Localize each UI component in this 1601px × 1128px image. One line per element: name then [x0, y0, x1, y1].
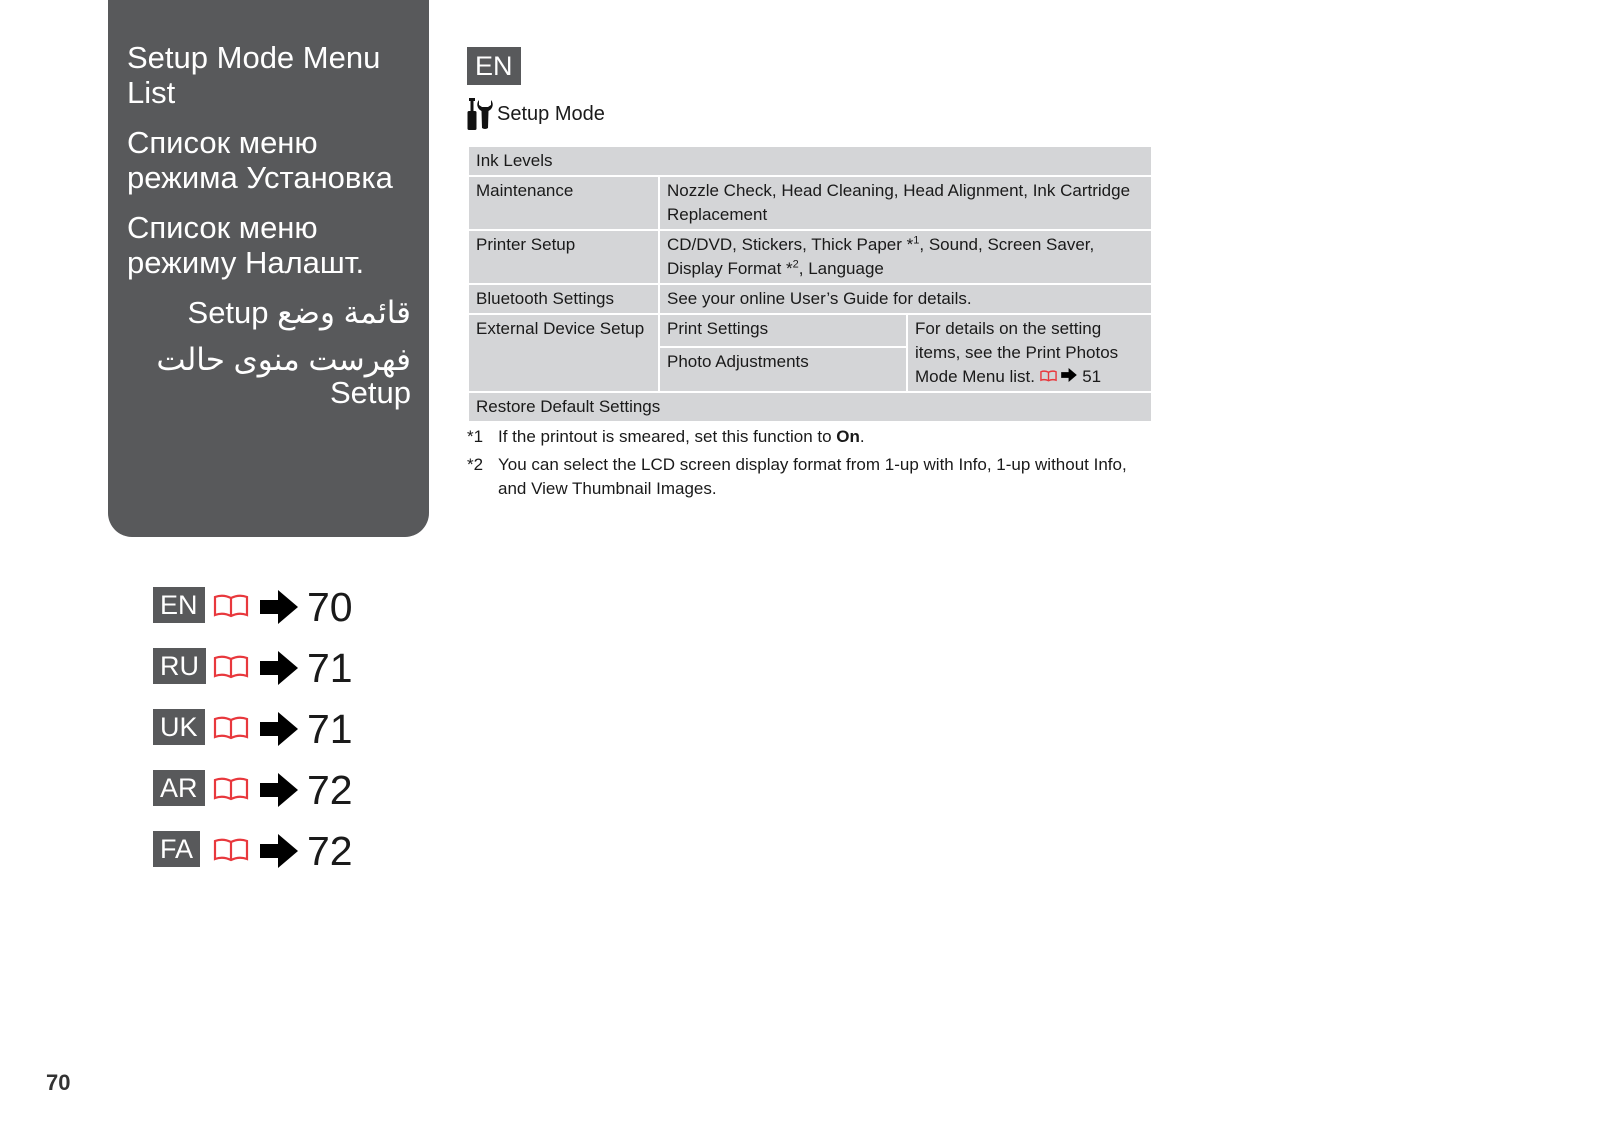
arrow-right-icon	[1061, 368, 1077, 382]
book-icon	[213, 655, 249, 679]
printer-items-c: , Language	[798, 259, 884, 278]
title-fa-text: فهرست منوی حالت	[156, 342, 411, 377]
arrow-right-icon	[260, 590, 298, 624]
maintenance-items-cell: Nozzle Check, Head Cleaning, Head Alignment, Ink Cartridge Replacement	[659, 176, 1152, 230]
title-ar-latin: Setup	[187, 295, 269, 330]
lang-badge-ar: AR	[153, 770, 205, 806]
bluetooth-note-cell: See your online User’s Guide for details.	[659, 284, 1152, 314]
external-note-cell	[907, 314, 1152, 392]
printer-setup-cell: Printer Setup	[468, 230, 659, 284]
language-badge-en: EN	[467, 47, 521, 85]
page-number-fa: 72	[307, 828, 353, 874]
ink-levels-cell: Ink Levels	[468, 146, 1152, 176]
title-fa	[127, 343, 411, 409]
lang-badge-en: EN	[153, 587, 205, 623]
lang-badge-ru: RU	[153, 648, 206, 684]
book-icon	[213, 594, 249, 618]
page-number-en: 70	[307, 584, 353, 630]
footnote-mark: *2	[467, 455, 484, 474]
external-device-cell: External Device Setup	[468, 314, 659, 392]
table-row	[468, 176, 1152, 230]
lang-badge-fa: FA	[153, 831, 200, 867]
arrow-right-icon	[260, 712, 298, 746]
table-row	[468, 392, 1152, 422]
footnote-bold-value: On	[836, 427, 860, 446]
external-note-text: For details on the setting items, see the Print Photos Mode Menu list.	[915, 319, 1119, 386]
book-icon	[1040, 370, 1057, 382]
printer-setup-items-cell	[659, 230, 1152, 284]
title-ar-text: قائمة وضع	[277, 295, 411, 330]
title-panel	[108, 0, 429, 537]
printer-items-b: , Sound, Screen Saver, Display Format *	[667, 235, 1095, 278]
arrow-right-icon	[260, 651, 298, 685]
setup-mode-title: Setup Mode	[497, 102, 605, 125]
maintenance-cell: Maintenance	[468, 176, 659, 230]
page-number-ru: 71	[307, 645, 353, 691]
title-ar	[127, 295, 411, 330]
photo-adjustments-cell: Photo Adjustments	[659, 347, 907, 392]
lang-badge-uk: UK	[153, 709, 205, 745]
page-number-uk: 71	[307, 706, 353, 752]
title-ru: Список меню режима Установка	[127, 125, 393, 195]
title-uk: Список меню режиму Налашт.	[127, 210, 365, 280]
restore-defaults-cell: Restore Default Settings	[468, 392, 1152, 422]
page-folio: 70	[46, 1070, 71, 1095]
footnote-text: You can select the LCD screen display format from 1-up with Info, 1-up without Info, and View Thumbnail Images.	[498, 455, 1127, 498]
title-en: Setup Mode Menu List	[127, 40, 381, 110]
footnote-2	[467, 453, 1157, 501]
book-icon	[213, 838, 249, 862]
book-icon	[213, 777, 249, 801]
arrow-right-icon	[260, 773, 298, 807]
footnote-mark: *1	[467, 427, 484, 446]
bluetooth-cell: Bluetooth Settings	[468, 284, 659, 314]
table-row	[468, 314, 1152, 347]
footnote-ref-1: 1	[913, 234, 920, 247]
setup-mode-heading	[467, 98, 605, 130]
footnote-text: If the printout is smeared, set this function to	[498, 427, 837, 446]
table-row	[468, 230, 1152, 284]
table-row	[468, 284, 1152, 314]
wrench-screwdriver-icon	[467, 98, 493, 130]
book-icon	[213, 716, 249, 740]
arrow-right-icon	[260, 834, 298, 868]
footnote-1	[467, 425, 1157, 449]
table-row	[468, 146, 1152, 176]
print-settings-cell: Print Settings	[659, 314, 907, 347]
page-number-ar: 72	[307, 767, 353, 813]
printer-items-a: CD/DVD, Stickers, Thick Paper *	[667, 235, 914, 254]
footnote-text-end: .	[859, 427, 865, 446]
external-page-ref[interactable]: 51	[1082, 367, 1102, 386]
title-fa-latin: Setup	[329, 375, 411, 410]
setup-menu-table	[467, 145, 1153, 423]
footnote-ref-2: 2	[792, 258, 799, 271]
